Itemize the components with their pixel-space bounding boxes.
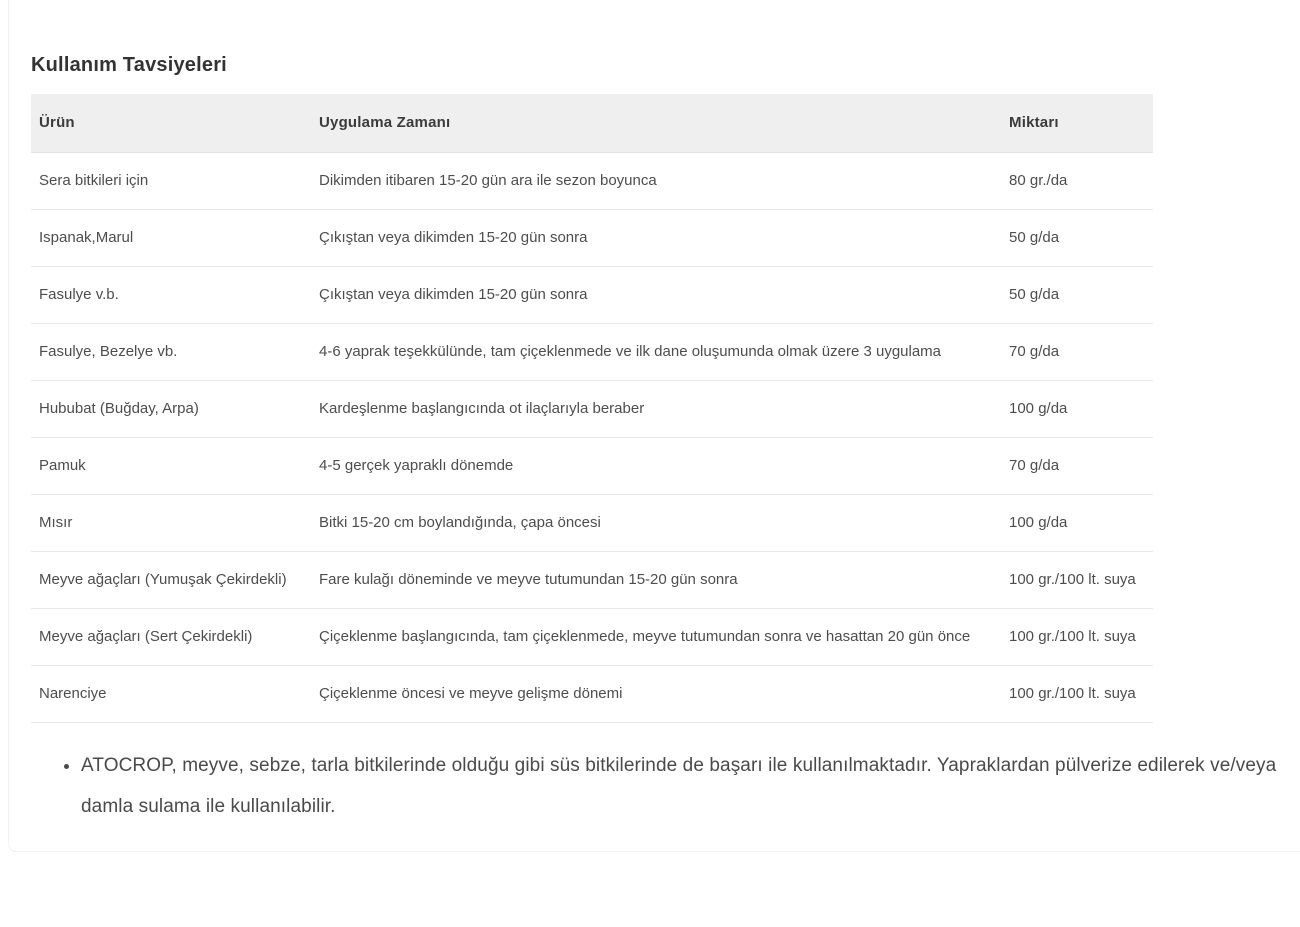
cell-product: Ispanak,Marul [31, 210, 311, 267]
cell-amount: 100 g/da [1001, 495, 1153, 552]
cell-amount: 70 g/da [1001, 438, 1153, 495]
cell-timing: Kardeşlenme başlangıcında ot ilaçlarıyla beraber [311, 381, 1001, 438]
page-title: Kullanım Tavsiyeleri [31, 54, 227, 76]
note-item: • ATOCROP, meyve, sebze, tarla bitkilerinde olduğu gibi süs bitkilerinde de başarı ile kullanılmaktadır. Yapraklardan pülverize edilerek ve/veya damla sulama ile kullanılabilir. [81, 745, 1277, 827]
cell-timing: 4-6 yaprak teşekkülünde, tam çiçeklenmede ve ilk dane oluşumunda olmak üzere 3 uygulama [311, 324, 1001, 381]
table-row [31, 153, 1153, 210]
column-header-application-time: Uygulama Zamanı [311, 94, 1001, 153]
cell-amount: 100 g/da [1001, 381, 1153, 438]
cell-product: Mısır [31, 495, 311, 552]
cell-amount: 100 gr./100 lt. suya [1001, 666, 1153, 723]
table-row [31, 267, 1153, 324]
cell-amount: 100 gr./100 lt. suya [1001, 552, 1153, 609]
table-row [31, 438, 1153, 495]
cell-timing: 4-5 gerçek yapraklı dönemde [311, 438, 1001, 495]
cell-timing: Çiçeklenme başlangıcında, tam çiçeklenmede, meyve tutumundan sonra ve hasattan 20 gün önce [311, 609, 1001, 666]
cell-amount: 50 g/da [1001, 267, 1153, 324]
table-header-row [31, 94, 1153, 153]
table-row [31, 609, 1153, 666]
cell-product: Meyve ağaçları (Sert Çekirdekli) [31, 609, 311, 666]
table-header [31, 94, 1153, 153]
content-card [8, 0, 1300, 852]
cell-timing: Fare kulağı döneminde ve meyve tutumundan 15-20 gün sonra [311, 552, 1001, 609]
table-row [31, 666, 1153, 723]
cell-amount: 100 gr./100 lt. suya [1001, 609, 1153, 666]
cell-timing: Çıkıştan veya dikimden 15-20 gün sonra [311, 210, 1001, 267]
table-body [31, 153, 1153, 723]
column-header-amount: Miktarı [1001, 94, 1153, 153]
cell-product: Hububat (Buğday, Arpa) [31, 381, 311, 438]
cell-amount: 50 g/da [1001, 210, 1153, 267]
cell-product: Sera bitkileri için [31, 153, 311, 210]
table-row [31, 495, 1153, 552]
cell-product: Meyve ağaçları (Yumuşak Çekirdekli) [31, 552, 311, 609]
table-row [31, 210, 1153, 267]
table-row [31, 324, 1153, 381]
cell-timing: Çiçeklenme öncesi ve meyve gelişme dönemi [311, 666, 1001, 723]
table-row [31, 381, 1153, 438]
cell-timing: Bitki 15-20 cm boylandığında, çapa öncesi [311, 495, 1001, 552]
cell-amount: 80 gr./da [1001, 153, 1153, 210]
cell-amount: 70 g/da [1001, 324, 1153, 381]
column-header-product: Ürün [31, 94, 311, 153]
notes-list [31, 745, 1277, 827]
cell-product: Fasulye v.b. [31, 267, 311, 324]
table-row [31, 552, 1153, 609]
cell-product: Fasulye, Bezelye vb. [31, 324, 311, 381]
cell-product: Narenciye [31, 666, 311, 723]
usage-recommendations-table [31, 94, 1153, 723]
cell-product: Pamuk [31, 438, 311, 495]
cell-timing: Dikimden itibaren 15-20 gün ara ile sezon boyunca [311, 153, 1001, 210]
cell-timing: Çıkıştan veya dikimden 15-20 gün sonra [311, 267, 1001, 324]
